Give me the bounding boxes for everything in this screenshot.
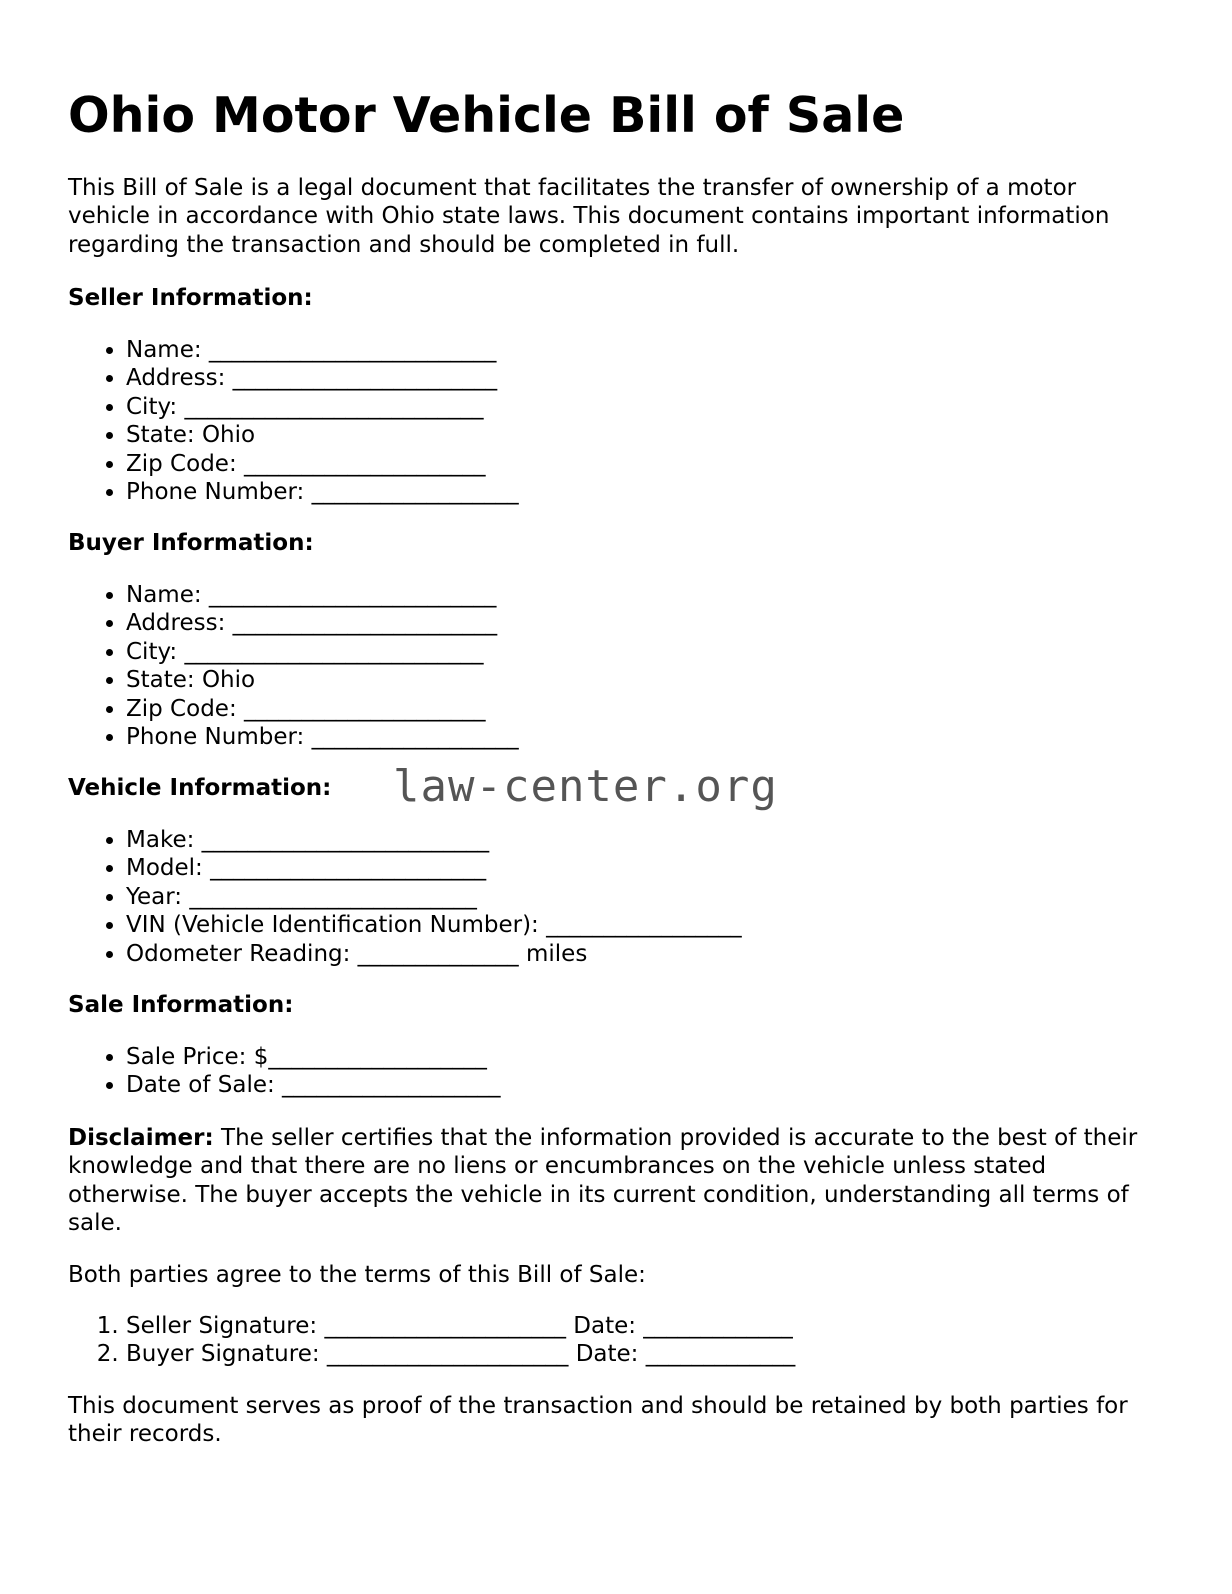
buyer-state-field: • State: Ohio (126, 666, 1158, 694)
buyer-zip-field[interactable]: • Zip Code: _____________________ (126, 695, 1158, 723)
watermark-text: law-center.org (393, 761, 778, 812)
sale-date-field[interactable]: • Date of Sale: ___________________ (126, 1071, 1158, 1099)
vehicle-model-field[interactable]: • Model: ________________________ (126, 854, 1158, 882)
sale-fields-list (68, 1043, 1158, 1100)
buyer-address-field[interactable]: • Address: _______________________ (126, 609, 1158, 637)
intro-section (68, 174, 1158, 259)
sale-price-field[interactable]: • Sale Price: $___________________ (126, 1043, 1158, 1071)
buyer-name-field[interactable]: • Name: _________________________ (126, 581, 1158, 609)
signatures-wrap (68, 1312, 1158, 1369)
buyer-fields-list (68, 581, 1158, 751)
seller-heading: Seller Information: (68, 285, 313, 311)
seller-fields-list (68, 336, 1158, 506)
closing-paragraph: This document serves as proof of the transaction and should be retained by both parties for their records. (68, 1393, 1128, 1448)
seller-zip-field[interactable]: • Zip Code: _____________________ (126, 450, 1158, 478)
seller-state-field: • State: Ohio (126, 421, 1158, 449)
vehicle-year-field[interactable]: • Year: _________________________ (126, 883, 1158, 911)
vehicle-list-wrap (68, 826, 1158, 968)
seller-list-wrap (68, 336, 1158, 506)
buyer-city-field[interactable]: • City: __________________________ (126, 638, 1158, 666)
disclaimer-label: Disclaimer: (68, 1125, 214, 1151)
seller-address-field[interactable]: • Address: _______________________ (126, 364, 1158, 392)
sale-section (68, 991, 1158, 1019)
document-title: Ohio Motor Vehicle Bill of Sale (68, 87, 905, 144)
disclaimer-paragraph (68, 1124, 1158, 1238)
vehicle-vin-field[interactable]: • VIN (Vehicle Identification Number): _________________ (126, 911, 1158, 939)
seller-phone-field[interactable]: • Phone Number: __________________ (126, 478, 1158, 506)
agreement-section (68, 1261, 1158, 1289)
intro-paragraph: This Bill of Sale is a legal document that facilitates the transfer of ownership of a motor vehicle in accordance with Ohio state laws. This document contains important information regarding the transaction and should be completed in full. (68, 175, 1110, 258)
vehicle-heading: Vehicle Information: (68, 775, 332, 801)
seller-section (68, 284, 1158, 312)
disclaimer-section (68, 1124, 1158, 1238)
buyer-phone-field[interactable]: • Phone Number: __________________ (126, 723, 1158, 751)
disclaimer-text: The seller certifies that the information provided is accurate to the best of their knowledge and that there are no liens or encumbrances on the vehicle unless stated otherwise. The buyer accepts the vehicle in its current condition, understanding all terms of sale. (68, 1125, 1138, 1237)
sale-heading: Sale Information: (68, 992, 294, 1018)
seller-name-field[interactable]: • Name: _________________________ (126, 336, 1158, 364)
buyer-list-wrap (68, 581, 1158, 751)
buyer-signature-line[interactable]: 2. Buyer Signature: _____________________ Date: _____________ (126, 1340, 1158, 1368)
seller-city-field[interactable]: • City: __________________________ (126, 393, 1158, 421)
seller-signature-line[interactable]: 1. Seller Signature: _____________________ Date: _____________ (126, 1312, 1158, 1340)
signatures-list (68, 1312, 1158, 1369)
vehicle-make-field[interactable]: • Make: _________________________ (126, 826, 1158, 854)
agreement-paragraph: Both parties agree to the terms of this Bill of Sale: (68, 1262, 646, 1288)
vehicle-odometer-field[interactable]: • Odometer Reading: ______________ miles (126, 940, 1158, 968)
buyer-section (68, 529, 1158, 557)
closing-section (68, 1392, 1158, 1449)
sale-list-wrap (68, 1043, 1158, 1100)
vehicle-fields-list (68, 826, 1158, 968)
buyer-heading: Buyer Information: (68, 530, 314, 556)
